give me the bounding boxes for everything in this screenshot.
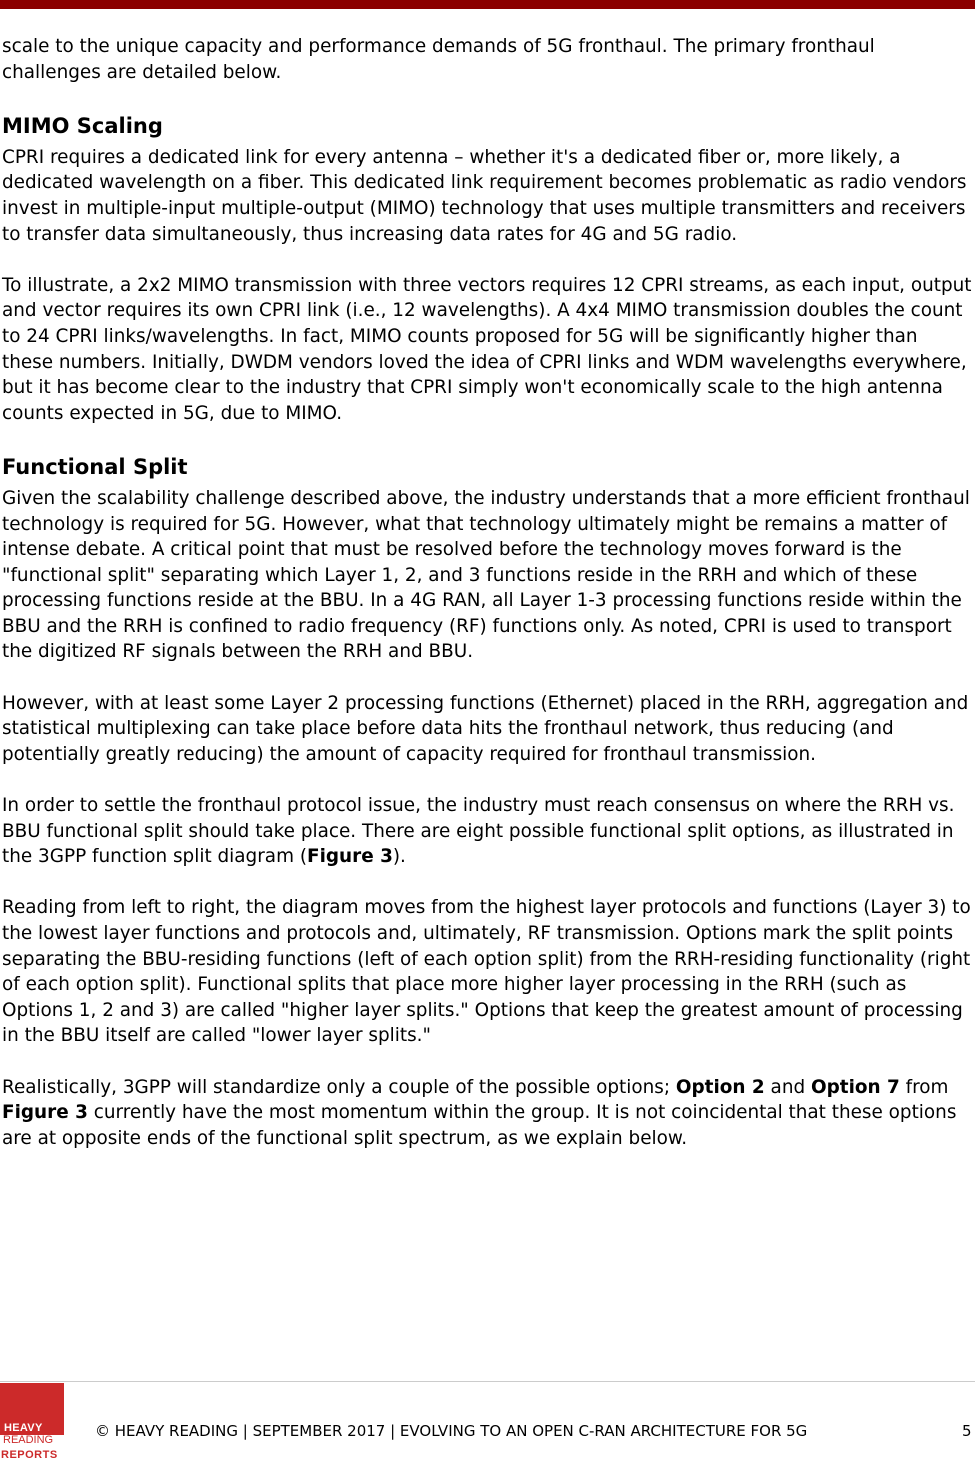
body-paragraph: However, with at least some Layer 2 processing functions (Ethernet) placed in the RRH, aggregation and statistical multiplexing can take place before data hits the fronthaul network, thus reducing (and potentially greatly reducing) the amount of capacity required for fronthaul transmission. [2,692,969,765]
section-heading: MIMO Scaling [2,113,163,138]
figure-reference-link: Figure 3 [307,846,393,868]
body-paragraph: Given the scalability challenge described above, the industry understands that a more efficient fronthaul technology is required for 5G. However, what that technology ultimately might be remains a matter of intense debate. A critical point that must be resolved before the technology moves forward is the "functional split" separating which Layer 1, 2, and 3 functions reside in the RRH and which of these processing functions reside at the BBU. In a 4G RAN, all Layer 1-3 processing functions reside within the BBU and the RRH is confined to radio frequency (RF) functions only. As noted, CPRI is used to transport the digitized RF signals between the RRH and BBU. [2,487,970,663]
conclusion-paragraph [2,1075,973,1152]
section-heading: Functional Split [2,454,188,479]
figure-reference-link: Figure 3 [2,1102,88,1124]
body-paragraph: To illustrate, a 2x2 MIMO transmission with three vectors requires 12 CPRI streams, as each input, output and vector requires its own CPRI link (i.e., 12 wavelengths). A 4x4 MIMO transmission doubles the count to 24 CPRI links/wavelengths. In fact, MIMO counts proposed for 5G will be significantly higher than these numbers. Initially, DWDM vendors loved the idea of CPRI links and WDM wavelengths everywhere, but it has become clear to the industry that CPRI simply won't economically scale to the high antenna counts expected in 5G, due to MIMO. [2,274,972,424]
body-paragraph: Reading from left to right, the diagram moves from the highest layer protocols and functions (Layer 3) to the lowest layer functions and protocols and, ultimately, RF transmission. Options mark the split points separating the BBU-residing functions (left of each option split) from the RRH-residing functionality (right of each option split). Functional splits that place more higher layer processing in the RRH (such as Options 1, 2 and 3) are called "higher layer splits." Options that keep the greatest amount of processing in the BBU itself are called "lower layer splits." [2,897,971,1047]
logo-heavy-text: HEAVY [4,1422,43,1434]
logo-reading-text: READING [3,1434,54,1446]
top-accent-bar [0,0,975,9]
paragraph-text: and [764,1076,811,1098]
intro-paragraph: scale to the unique capacity and performance demands of 5G fronthaul. The primary fronthaul challenges are detailed below. [2,36,875,83]
option-2-label: Option 2 [675,1076,765,1098]
figure-reference-paragraph [2,793,973,870]
paragraph-text: from [899,1076,949,1098]
footer-divider [0,1381,975,1382]
heavy-reading-logo [0,1383,64,1461]
section-functional-split [2,452,973,1151]
paragraph-text: Realistically, 3GPP will standardize only a couple of the possible options; [2,1076,676,1098]
document-body [2,34,973,1177]
section-mimo-scaling [2,111,973,427]
option-7-label: Option 7 [811,1076,900,1098]
logo-reports-text: REPORTS [1,1449,58,1461]
body-paragraph: CPRI requires a dedicated link for every antenna – whether it's a dedicated fiber or, more likely, a dedicated wavelength on a fiber. This dedicated link requirement becomes problematic as radio vendors invest in multiple-input multiple-output (MIMO) technology that uses multiple transmitters and receivers to transfer data simultaneously, thus increasing data rates for 4G and 5G radio. [2,146,967,245]
paragraph-text: currently have the most momentum within the group. It is not coincidental that these options are at opposite ends of the functional split spectrum, as we explain below. [2,1102,957,1149]
footer-copyright: © HEAVY READING | SEPTEMBER 2017 | EVOLVING TO AN OPEN C-RAN ARCHITECTURE FOR 5G [95,1422,808,1440]
paragraph-text: ). [392,846,406,868]
paragraph-text: In order to settle the fronthaul protocol issue, the industry must reach consensus on where the RRH vs. BBU functional split should take place. There are eight possible functional split options, as illustrated in the 3GPP function split diagram ( [2,795,955,868]
page-number: 5 [962,1422,972,1440]
